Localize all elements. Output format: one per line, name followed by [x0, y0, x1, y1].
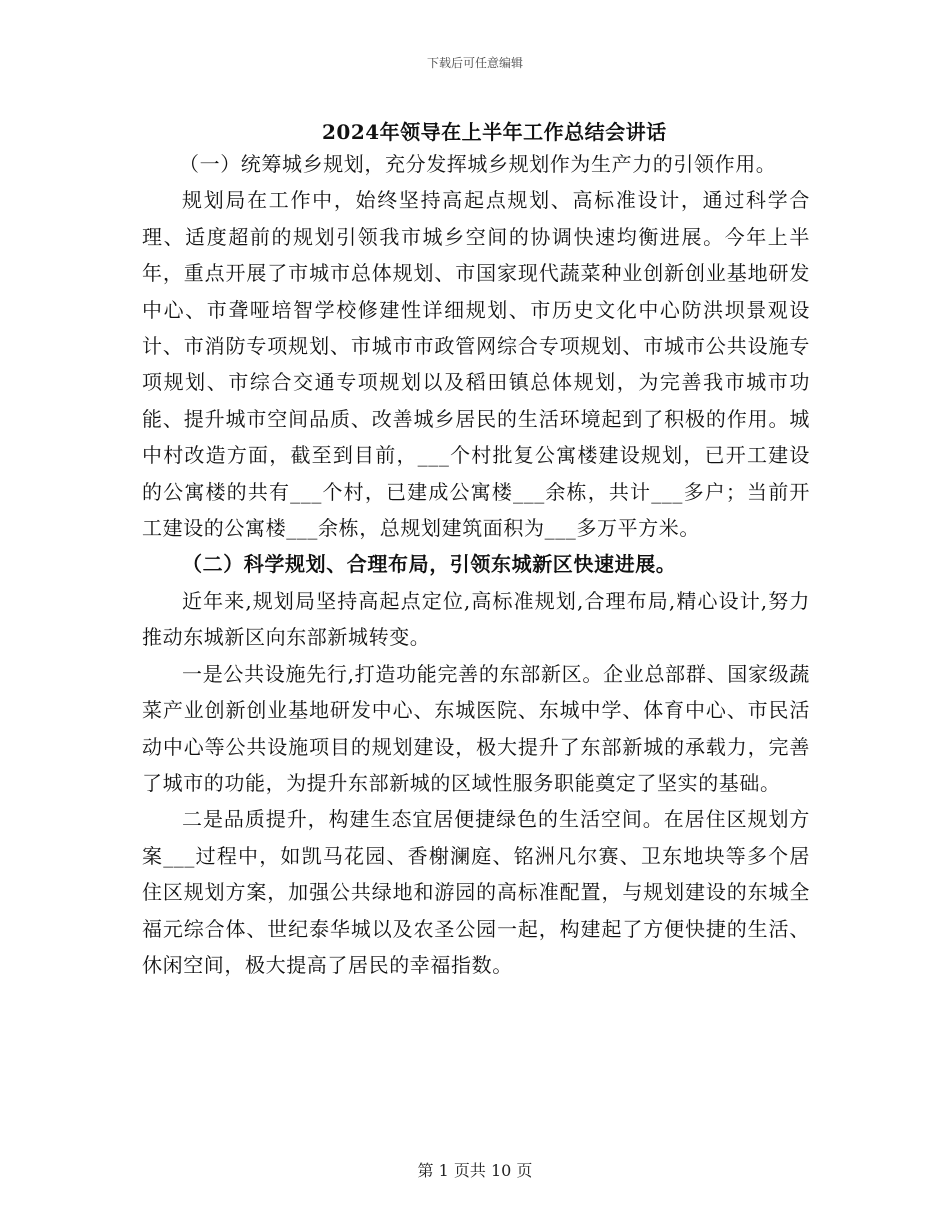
header-note: 下载后可任意编辑: [426, 56, 523, 70]
section-2-heading: （二）科学规划、合理布局，引领东城新区快速进展。: [182, 552, 677, 577]
paragraph-quality-improvement: 二是品质提升，构建生态宜居便捷绿色的生活空间。在居住区规划方案___过程中，如凯马花园、香榭澜庭、铭洲凡尔赛、卫东地块等多个居住区规划方案，加强公共绿地和游园的高标准配置，与规划建设的东城全福元综合体、世纪泰华城以及农圣公园一起，构建起了方便快捷的生活、休闲空间，极大提高了居民的幸福指数。: [142, 807, 810, 977]
paragraph-planning-overview: 规划局在工作中，始终坚持高起点规划、高标准设计，通过科学合理、适度超前的规划引领我市城乡空间的协调快速均衡进展。今年上半年，重点开展了市城市总体规划、市国家现代蔬菜种业创新创业基地研发中心、市聋哑培智学校修建性详细规划、市历史文化中心防洪坝景观设计、市消防专项规划、市城市市政管网综合专项规划、市城市公共设施专项规划、市综合交通专项规划以及稻田镇总体规划，为完善我市城市功能、提升城市空间品质、改善城乡居民的生活环境起到了积极的作用。城中村改造方面，截至到目前，___个村批复公寓楼建设规划，已开工建设的公寓楼的共有___个村，已建成公寓楼___余栋，共计___多户；当前开工建设的公寓楼___余栋，总规划建筑面积为___多万平方米。: [142, 188, 810, 541]
document-title: 2024年领导在上半年工作总结会讲话: [322, 120, 667, 144]
page-number: 第 1 页共 10 页: [417, 1161, 533, 1180]
document-body: [142, 146, 810, 983]
paragraph-public-facilities: 一是公共设施先行,打造功能完善的东部新区。企业总部群、国家级蔬菜产业创新创业基地研发中心、东城医院、东城中学、体育中心、市民活动中心等公共设施项目的规划建设，极大提升了东部新城的承载力，完善了城市的功能，为提升东部新城的区域性服务职能奠定了坚实的基础。: [142, 661, 810, 795]
paragraph-east-city-intro: 近年来,规划局坚持高起点定位,高标准规划,合理布局,精心设计,努力推动东城新区向东部新城转变。: [142, 588, 810, 650]
section-1-heading: （一）统筹城乡规划，充分发挥城乡规划作为生产力的引领作用。: [179, 152, 777, 176]
